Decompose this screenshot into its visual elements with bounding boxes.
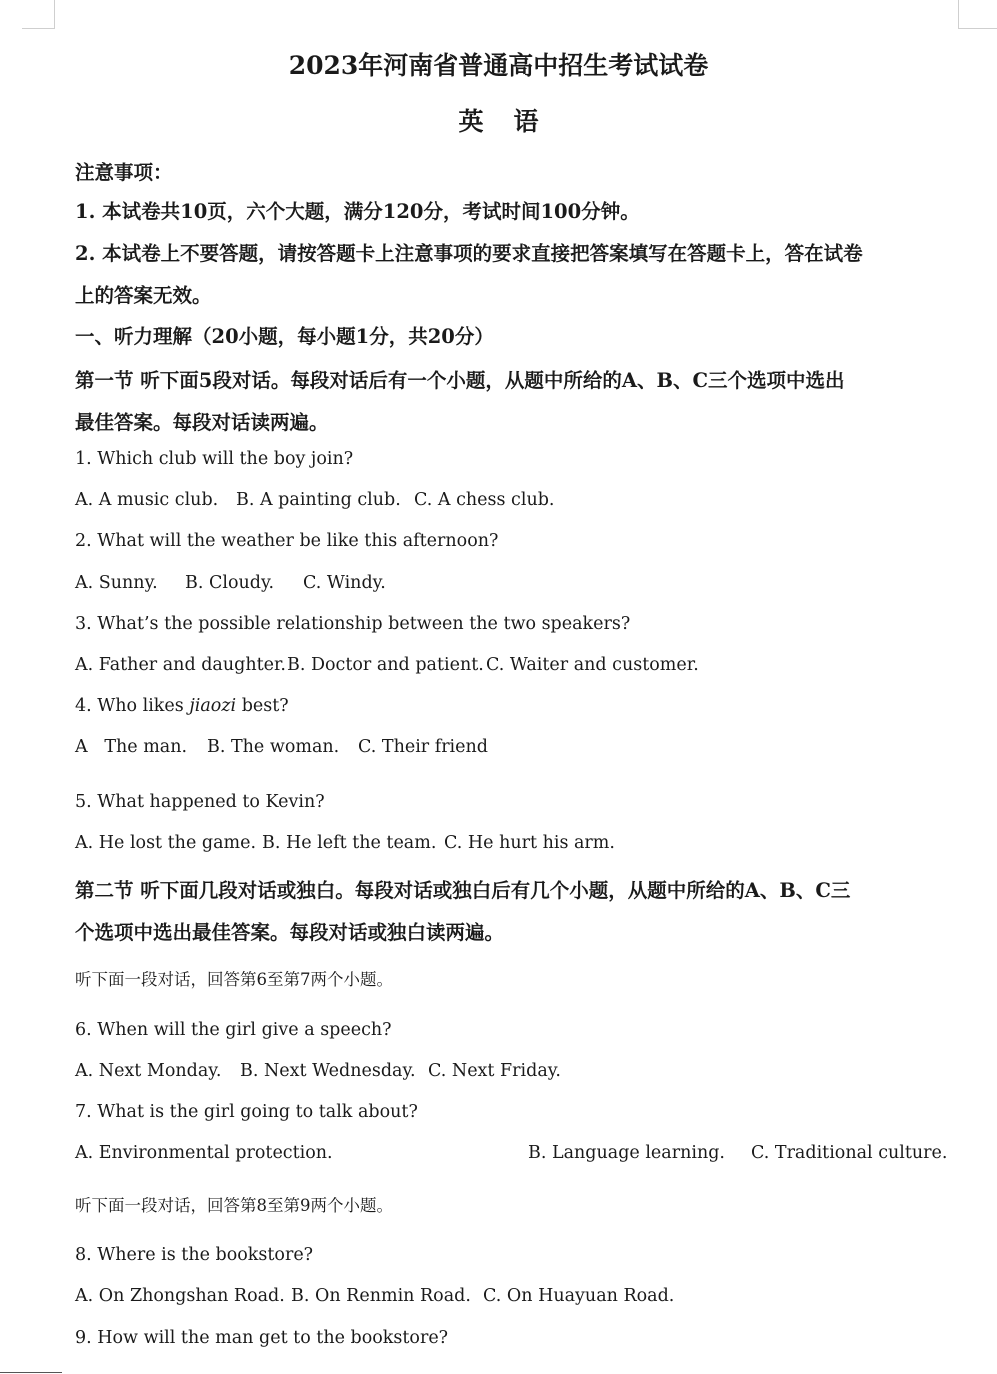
question-1-option-a: A. A music club.	[75, 490, 219, 510]
question-5-option-a: A. He lost the game.	[75, 833, 257, 853]
notice-item-2-line-2: 上的答案无效。	[75, 284, 212, 307]
subject-title: 英语	[458, 107, 569, 136]
question-4-stem-suffix: best?	[236, 696, 289, 716]
crop-mark-top-right-h	[958, 28, 997, 29]
part-1-instruction-line-2: 最佳答案。每段对话读两遍。	[75, 411, 329, 434]
question-4-stem	[75, 696, 289, 716]
question-4-option-b: B. The woman.	[207, 737, 340, 757]
question-6-option-b: B. Next Wednesday.	[240, 1061, 416, 1081]
question-4-option-c: C. Their friend	[358, 737, 488, 757]
part-2-instruction-line-2: 个选项中选出最佳答案。每段对话或独白读两遍。	[75, 921, 505, 944]
question-7-option-c: C. Traditional culture.	[751, 1143, 948, 1163]
crop-mark-bottom-left-h	[0, 1372, 62, 1373]
question-8-option-a: A. On Zhongshan Road.	[75, 1286, 285, 1306]
question-3-option-a: A. Father and daughter.	[75, 655, 286, 675]
section-1-heading: 一、听力理解（20小题，每小题1分，共20分）	[75, 325, 494, 348]
question-2-option-a: A. Sunny.	[75, 573, 158, 593]
question-8-option-c: C. On Huayuan Road.	[483, 1286, 675, 1306]
instruction-q8-q9: 听下面一段对话，回答第8至第9两个小题。	[75, 1196, 393, 1215]
question-3-stem: 3. What’s the possible relationship between the two speakers?	[75, 614, 631, 634]
question-3-option-c: C. Waiter and customer.	[486, 655, 699, 675]
question-3-option-b: B. Doctor and patient.	[287, 655, 484, 675]
question-1-option-b: B. A painting club.	[236, 490, 401, 510]
instruction-q6-q7: 听下面一段对话，回答第6至第7两个小题。	[75, 970, 393, 989]
question-5-option-c: C. He hurt his arm.	[444, 833, 615, 853]
question-6-option-c: C. Next Friday.	[428, 1061, 561, 1081]
notice-item-1: 1. 本试卷共10页，六个大题，满分120分，考试时间100分钟。	[75, 200, 640, 223]
crop-mark-top-right-v	[958, 0, 959, 29]
part-1-instruction-line-1: 第一节 听下面5段对话。每段对话后有一个小题，从题中所给的A、B、C三个选项中选出	[75, 369, 845, 392]
question-5-stem: 5. What happened to Kevin?	[75, 792, 325, 812]
crop-mark-top-left-v	[54, 0, 55, 29]
question-6-stem: 6. When will the girl give a speech?	[75, 1020, 392, 1040]
question-4-stem-prefix: 4. Who likes	[75, 696, 190, 716]
notice-item-2-line-1: 2. 本试卷上不要答题，请按答题卡上注意事项的要求直接把答案填写在答题卡上，答在试卷	[75, 242, 863, 265]
question-9-stem: 9. How will the man get to the bookstore?	[75, 1328, 449, 1348]
question-8-stem: 8. Where is the bookstore?	[75, 1245, 314, 1265]
question-7-option-a: A. Environmental protection.	[75, 1143, 333, 1163]
part-2-instruction-line-1: 第二节 听下面几段对话或独白。每段对话或独白后有几个小题，从题中所给的A、B、C三	[75, 879, 851, 902]
question-2-option-b: B. Cloudy.	[185, 573, 275, 593]
question-7-option-b: B. Language learning.	[528, 1143, 725, 1163]
question-8-option-b: B. On Renmin Road.	[291, 1286, 471, 1306]
question-7-stem: 7. What is the girl going to talk about?	[75, 1102, 418, 1122]
question-1-stem: 1. Which club will the boy join?	[75, 449, 354, 469]
question-5-option-b: B. He left the team.	[262, 833, 437, 853]
question-2-stem: 2. What will the weather be like this afternoon?	[75, 531, 499, 551]
question-2-option-c: C. Windy.	[303, 573, 386, 593]
question-4-stem-italic: jiaozi	[189, 696, 237, 716]
exam-title: 2023年河南省普通高中招生考试试卷	[288, 51, 709, 80]
question-6-option-a: A. Next Monday.	[75, 1061, 222, 1081]
crop-mark-top-left-h	[22, 28, 54, 29]
notice-heading: 注意事项：	[75, 161, 173, 184]
question-4-option-a: A The man.	[75, 737, 188, 757]
question-1-option-c: C. A chess club.	[414, 490, 555, 510]
